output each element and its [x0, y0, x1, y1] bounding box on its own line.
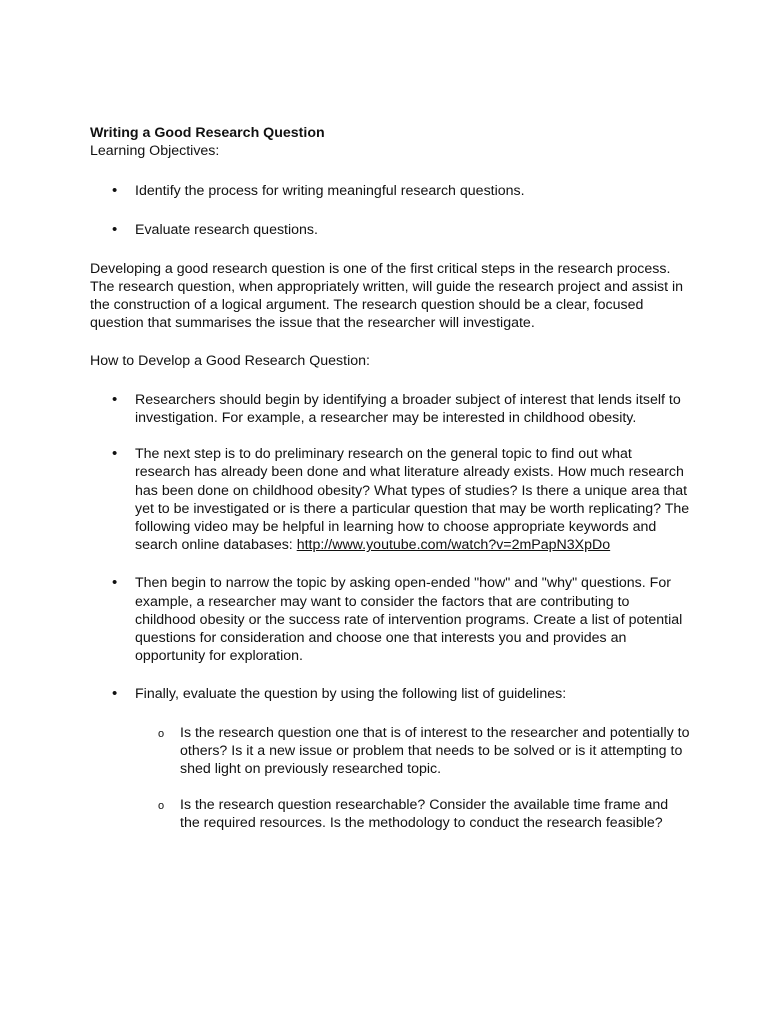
step-item: • Researchers should begin by identifying a broader subject of interest that lends itself to investigation. For example, a researcher may be interested in childhood obesity.: [90, 391, 690, 427]
guidelines-list: [90, 724, 690, 833]
guideline-item: o Is the research question researchable? Consider the available time frame and the required resources. Is the methodology to conduct the research feasible?: [90, 796, 690, 832]
intro-paragraph: Developing a good research question is one of the first critical steps in the research process. The research question, when appropriately written, will guide the research project and assist in the construction of a logical argument. The research question should be a clear, focused question that summarises the issue that the researcher will investigate.: [90, 260, 684, 332]
document-page: [90, 124, 690, 833]
objective-item: • Evaluate research questions.: [90, 221, 690, 239]
how-to-heading: How to Develop a Good Research Question:: [90, 352, 370, 369]
video-link[interactable]: http://www.youtube.com/watch?v=2mPapN3XpDo: [296, 537, 611, 554]
objective-item: • Identify the process for writing meaningful research questions.: [90, 182, 690, 200]
step-text: The next step is to do preliminary research on the general topic to find out what research has already been done and what literature already exists. How much research has been done on childhood obesity? What types of studies? Is there a unique area that yet to be investigated or is there a particular question that may be worth replicating? The following video may be helpful in learning how to choose appropriate keywords and search online databases:: [135, 446, 690, 554]
objectives-label: Learning Objectives:: [90, 143, 220, 160]
step-item: [90, 445, 690, 554]
step-item: • Then begin to narrow the topic by asking open-ended "how" and "why" questions. For example, a researcher may want to consider the factors that are contributing to childhood obesity or the success rate of intervention programs. Create a list of potential questions for consideration and choose one that interests you and provides an opportunity for exploration.: [90, 574, 690, 665]
objectives-list: [90, 182, 690, 238]
steps-list: [90, 391, 690, 704]
guideline-item: o Is the research question one that is of interest to the researcher and potentially to others? Is it a new issue or problem that needs to be solved or is it attempting to shed light on previously researched topic.: [90, 724, 690, 779]
document-title: Writing a Good Research Question: [90, 125, 325, 141]
step-item: • Finally, evaluate the question by using the following list of guidelines:: [90, 685, 690, 703]
